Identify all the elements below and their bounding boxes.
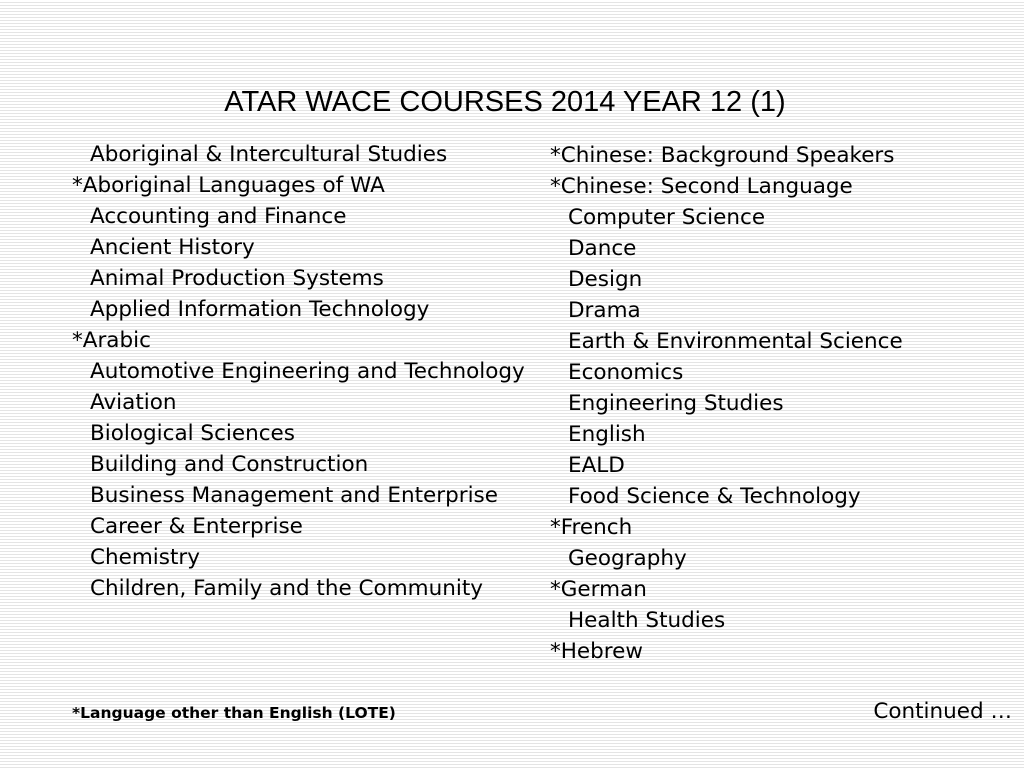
- course-list-right: [550, 144, 1010, 671]
- course-item: Drama: [568, 298, 641, 323]
- course-item: Accounting and Finance: [90, 204, 347, 229]
- course-item: Dance: [568, 236, 637, 261]
- course-item: Building and Construction: [90, 452, 369, 477]
- course-item: Geography: [568, 546, 687, 571]
- lote-footnote: *Language other than English (LOTE): [72, 704, 396, 722]
- continued-label: Continued …: [873, 699, 1012, 724]
- course-item: Animal Production Systems: [90, 266, 384, 291]
- course-item: *Chinese: Second Language: [550, 174, 853, 199]
- course-item: Career & Enterprise: [90, 514, 303, 539]
- course-item: Engineering Studies: [568, 391, 784, 416]
- course-item: Business Management and Enterprise: [90, 483, 498, 508]
- course-item: *Aboriginal Languages of WA: [72, 173, 385, 198]
- course-item: Aboriginal & Intercultural Studies: [90, 142, 448, 167]
- course-item: Applied Information Technology: [90, 297, 430, 322]
- course-item: Earth & Environmental Science: [568, 329, 903, 354]
- course-item: *German: [550, 577, 647, 602]
- course-item: Design: [568, 267, 643, 292]
- slide-title: ATAR WACE COURSES 2014 YEAR 12 (1): [224, 86, 786, 118]
- course-item: English: [568, 422, 646, 447]
- course-item: Children, Family and the Community: [90, 576, 483, 601]
- course-item: Ancient History: [90, 235, 255, 260]
- course-list-left: [72, 143, 542, 608]
- course-item: Aviation: [90, 390, 177, 415]
- course-item: Chemistry: [90, 545, 200, 570]
- course-item: *Chinese: Background Speakers: [550, 143, 895, 168]
- course-item: Food Science & Technology: [568, 484, 861, 509]
- course-item: Biological Sciences: [90, 421, 295, 446]
- course-item: *Hebrew: [550, 639, 643, 664]
- course-item: Health Studies: [568, 608, 726, 633]
- course-item: EALD: [568, 453, 625, 478]
- course-item: *Arabic: [72, 328, 151, 353]
- course-item: *French: [550, 515, 633, 540]
- course-item: Automotive Engineering and Technology: [90, 359, 525, 384]
- course-item: Economics: [568, 360, 684, 385]
- course-item: Computer Science: [568, 205, 766, 230]
